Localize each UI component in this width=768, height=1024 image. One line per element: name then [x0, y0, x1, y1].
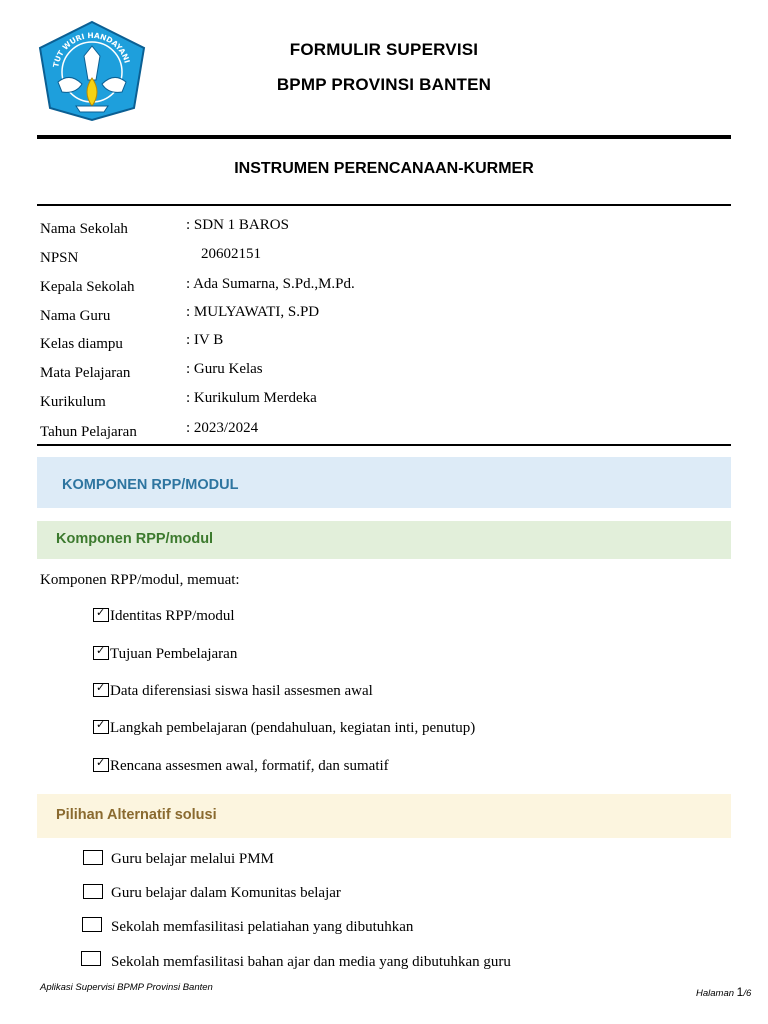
- section-header-main: [37, 457, 731, 508]
- section-title-main: KOMPONEN RPP/MODUL: [62, 477, 239, 493]
- section-header-alternatives: [37, 794, 731, 838]
- info-value: : SDN 1 BAROS: [186, 217, 289, 233]
- alternative-label: Sekolah memfasilitasi bahan ajar dan media yang dibutuhkan guru: [111, 954, 511, 970]
- footer-app-name: Aplikasi Supervisi BPMP Provinsi Banten: [40, 982, 213, 993]
- info-label: Nama Guru: [40, 308, 111, 324]
- component-label: Identitas RPP/modul: [110, 608, 235, 624]
- section-header-sub: [37, 521, 731, 559]
- info-bottom-divider: [37, 444, 731, 446]
- check-mark-icon: ✓: [96, 718, 106, 731]
- page-current: 1: [736, 985, 744, 999]
- alternative-label: Guru belajar melalui PMM: [111, 851, 274, 867]
- component-checkbox[interactable]: [93, 608, 109, 622]
- check-mark-icon: ✓: [96, 681, 106, 694]
- info-value: : IV B: [186, 332, 224, 348]
- page-label: Halaman: [696, 988, 735, 999]
- alternative-checkbox[interactable]: [83, 884, 103, 899]
- info-value: : Ada Sumarna, S.Pd.,M.Pd.: [186, 276, 355, 292]
- section-title-sub: Komponen RPP/modul: [56, 531, 214, 547]
- info-label: Nama Sekolah: [40, 221, 128, 237]
- form-title: FORMULIR SUPERVISI: [289, 40, 479, 59]
- component-label: Rencana assesmen awal, formatif, dan sumatif: [110, 758, 389, 774]
- info-label: NPSN: [40, 250, 79, 266]
- alternative-checkbox[interactable]: [83, 850, 103, 865]
- info-value: : MULYAWATI, S.PD: [186, 304, 320, 320]
- info-value: : 2023/2024: [186, 420, 259, 436]
- info-value: : Kurikulum Merdeka: [186, 390, 317, 406]
- info-label: Tahun Pelajaran: [40, 424, 137, 440]
- check-mark-icon: ✓: [96, 756, 106, 769]
- alternative-checkbox[interactable]: [82, 917, 102, 932]
- info-label: Kelas diampu: [40, 336, 123, 352]
- instrument-title: INSTRUMEN PERENCANAAN-KURMER: [234, 160, 534, 177]
- alternative-label: Guru belajar dalam Komunitas belajar: [111, 885, 341, 901]
- info-top-divider: [37, 204, 731, 206]
- component-checkbox[interactable]: [93, 720, 109, 734]
- svg-text:TUT WURI HANDAYANI: TUT WURI HANDAYANI: [51, 30, 132, 69]
- check-mark-icon: ✓: [96, 644, 106, 657]
- page-total: /6: [743, 988, 752, 999]
- info-label: Kepala Sekolah: [40, 279, 135, 295]
- component-checkbox[interactable]: [93, 683, 109, 697]
- header-divider: [37, 135, 731, 139]
- info-label: Mata Pelajaran: [40, 365, 131, 381]
- form-subtitle: BPMP PROVINSI BANTEN: [276, 75, 492, 94]
- alternative-checkbox[interactable]: [81, 951, 101, 966]
- component-label: Data diferensiasi siswa hasil assesmen awal: [110, 683, 373, 699]
- component-label: Tujuan Pembelajaran: [110, 646, 238, 662]
- component-checkbox[interactable]: [93, 758, 109, 772]
- info-value: : Guru Kelas: [186, 361, 263, 377]
- footer-page-number: [696, 985, 751, 999]
- info-value: 20602151: [201, 246, 261, 262]
- check-mark-icon: ✓: [96, 606, 106, 619]
- info-label: Kurikulum: [40, 394, 106, 410]
- alternative-label: Sekolah memfasilitasi pelatiahan yang dibutuhkan: [111, 919, 414, 935]
- component-checkbox[interactable]: [93, 646, 109, 660]
- tut-wuri-handayani-logo: [36, 20, 148, 122]
- component-label: Langkah pembelajaran (pendahuluan, kegiatan inti, penutup): [110, 720, 476, 736]
- section-title-alternatives: Pilihan Alternatif solusi: [56, 807, 217, 823]
- components-intro: Komponen RPP/modul, memuat:: [40, 572, 240, 588]
